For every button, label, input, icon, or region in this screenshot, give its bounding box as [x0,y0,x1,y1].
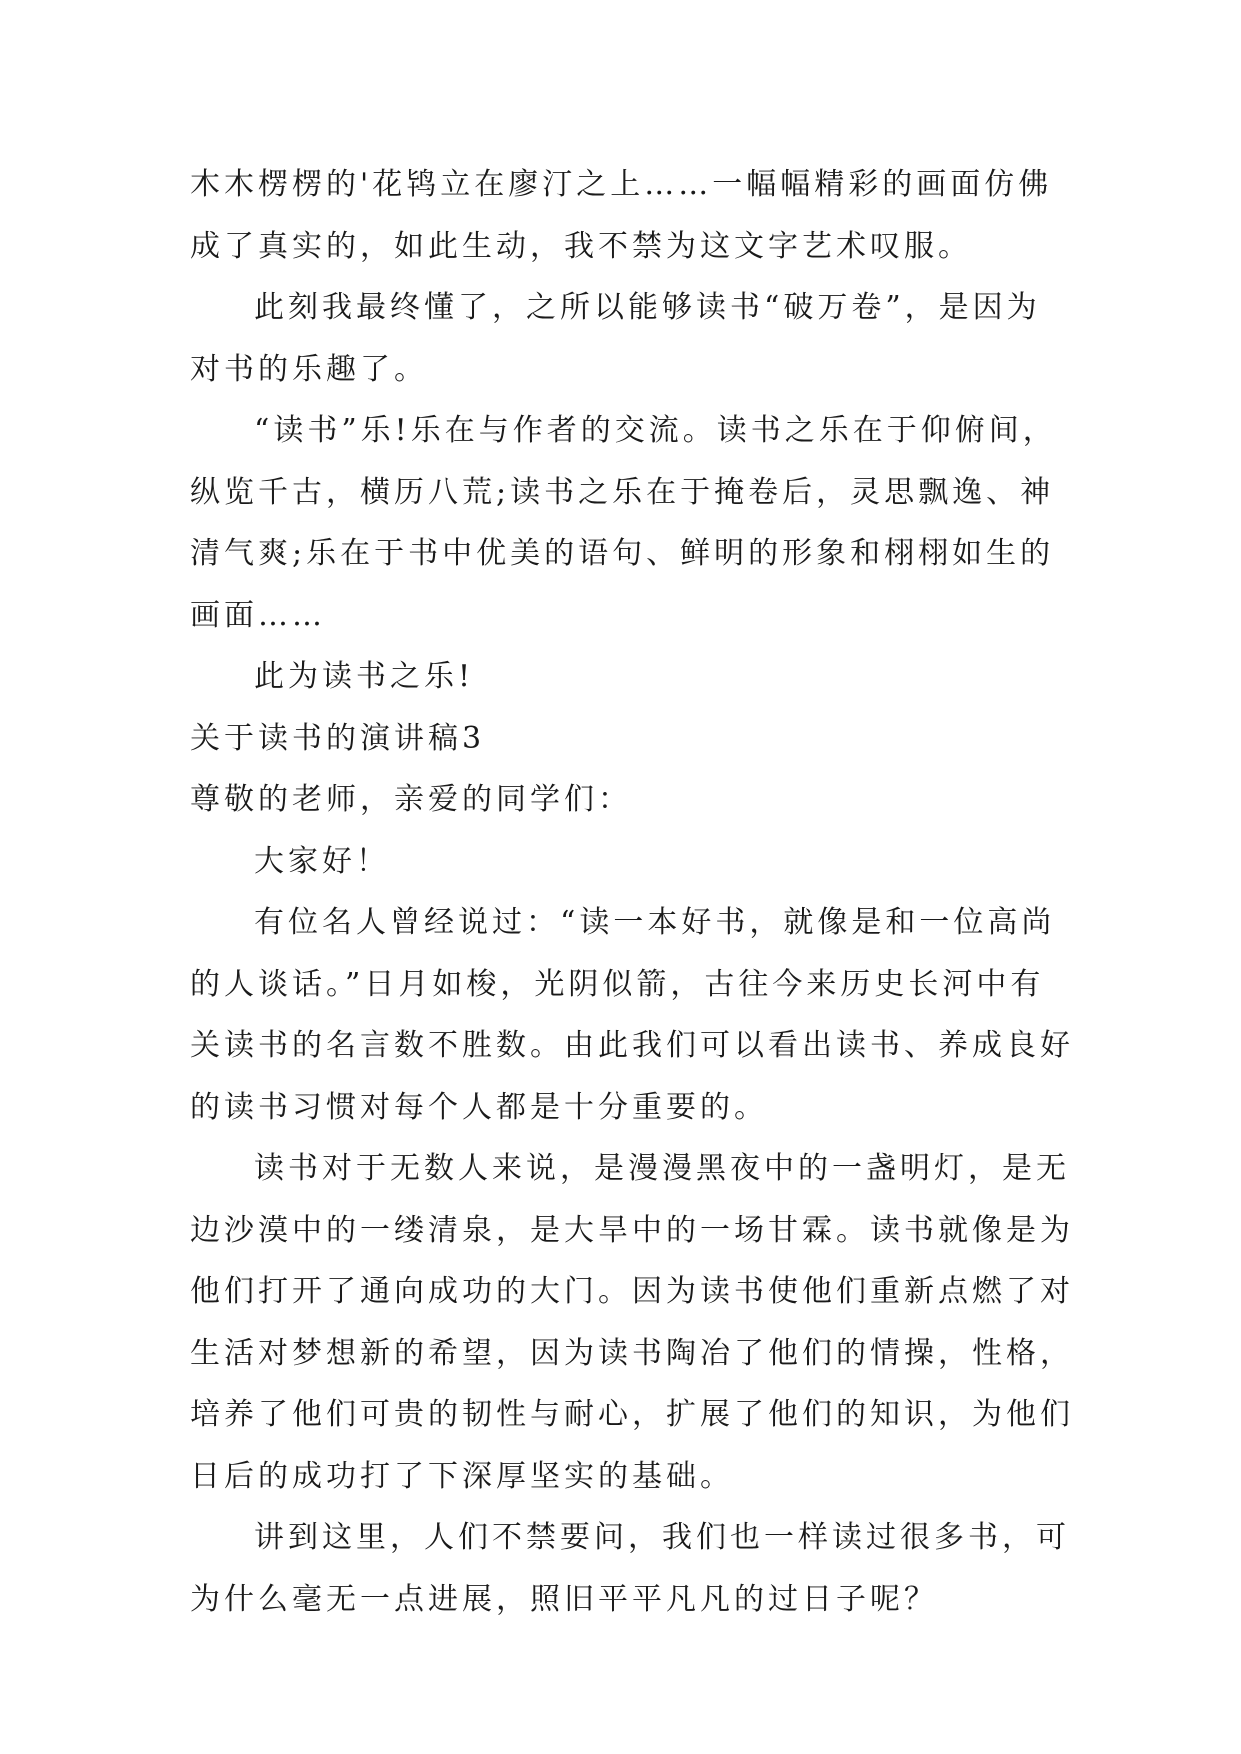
text-line: “读书”乐!乐在与作者的交流。读书之乐在于仰俯间， [254,413,1057,448]
text-line: 清气爽;乐在于书中优美的语句、鲜明的形象和栩栩如生的 [190,536,1055,571]
text-line: 纵览千古，横历八荒;读书之乐在于掩卷后，灵思飘逸、神 [190,474,1055,510]
text-line: 的读书习惯对每个人都是十分重要的。 [190,1089,768,1125]
greeting: 大家好！ [254,843,390,879]
text-line: 木木楞楞的'花鸨立在廖汀之上……一幅幅精彩的画面仿佛 [190,167,1053,202]
document-body [190,154,1074,1630]
text-line: 有位名人曾经说过：“读一本好书，就像是和一位高尚 [254,905,1056,940]
text-line: 他们打开了通向成功的大门。因为读书使他们重新点燃了对 [190,1274,1074,1309]
text-line: 生活对梦想新的希望，因为读书陶冶了他们的情操，性格， [190,1335,1074,1371]
text-line: 此为读书之乐! [254,659,475,694]
text-line: 边沙漠中的一缕清泉，是大旱中的一场甘霖。读书就像是为 [190,1212,1074,1248]
text-line: 为什么毫无一点进展，照旧平平凡凡的过日子呢？ [190,1581,938,1617]
text-line: 画面…… [190,597,326,633]
text-line: 读书对于无数人来说，是漫漫黑夜中的一盏明灯，是无 [254,1151,1070,1186]
text-line: 的人谈话。”日月如梭，光阴似箭，古往今来历史长河中有 [190,966,1045,1002]
text-line: 培养了他们可贵的韧性与耐心，扩展了他们的知识，为他们 [190,1397,1074,1432]
text-line: 讲到这里，人们不禁要问，我们也一样读过很多书，可 [254,1520,1070,1555]
section-title: 关于读书的演讲稿3 [190,720,486,756]
text-line: 日后的成功打了下深厚坚实的基础。 [190,1458,734,1494]
text-line: 关读书的名言数不胜数。由此我们可以看出读书、养成良好 [190,1028,1074,1063]
text-line: 对书的乐趣了。 [190,351,428,387]
salutation: 尊敬的老师，亲爱的同学们： [190,782,632,817]
text-line: 此刻我最终懂了，之所以能够读书“破万卷”，是因为 [254,290,1041,325]
text-line: 成了真实的，如此生动，我不禁为这文字艺术叹服。 [190,228,972,264]
